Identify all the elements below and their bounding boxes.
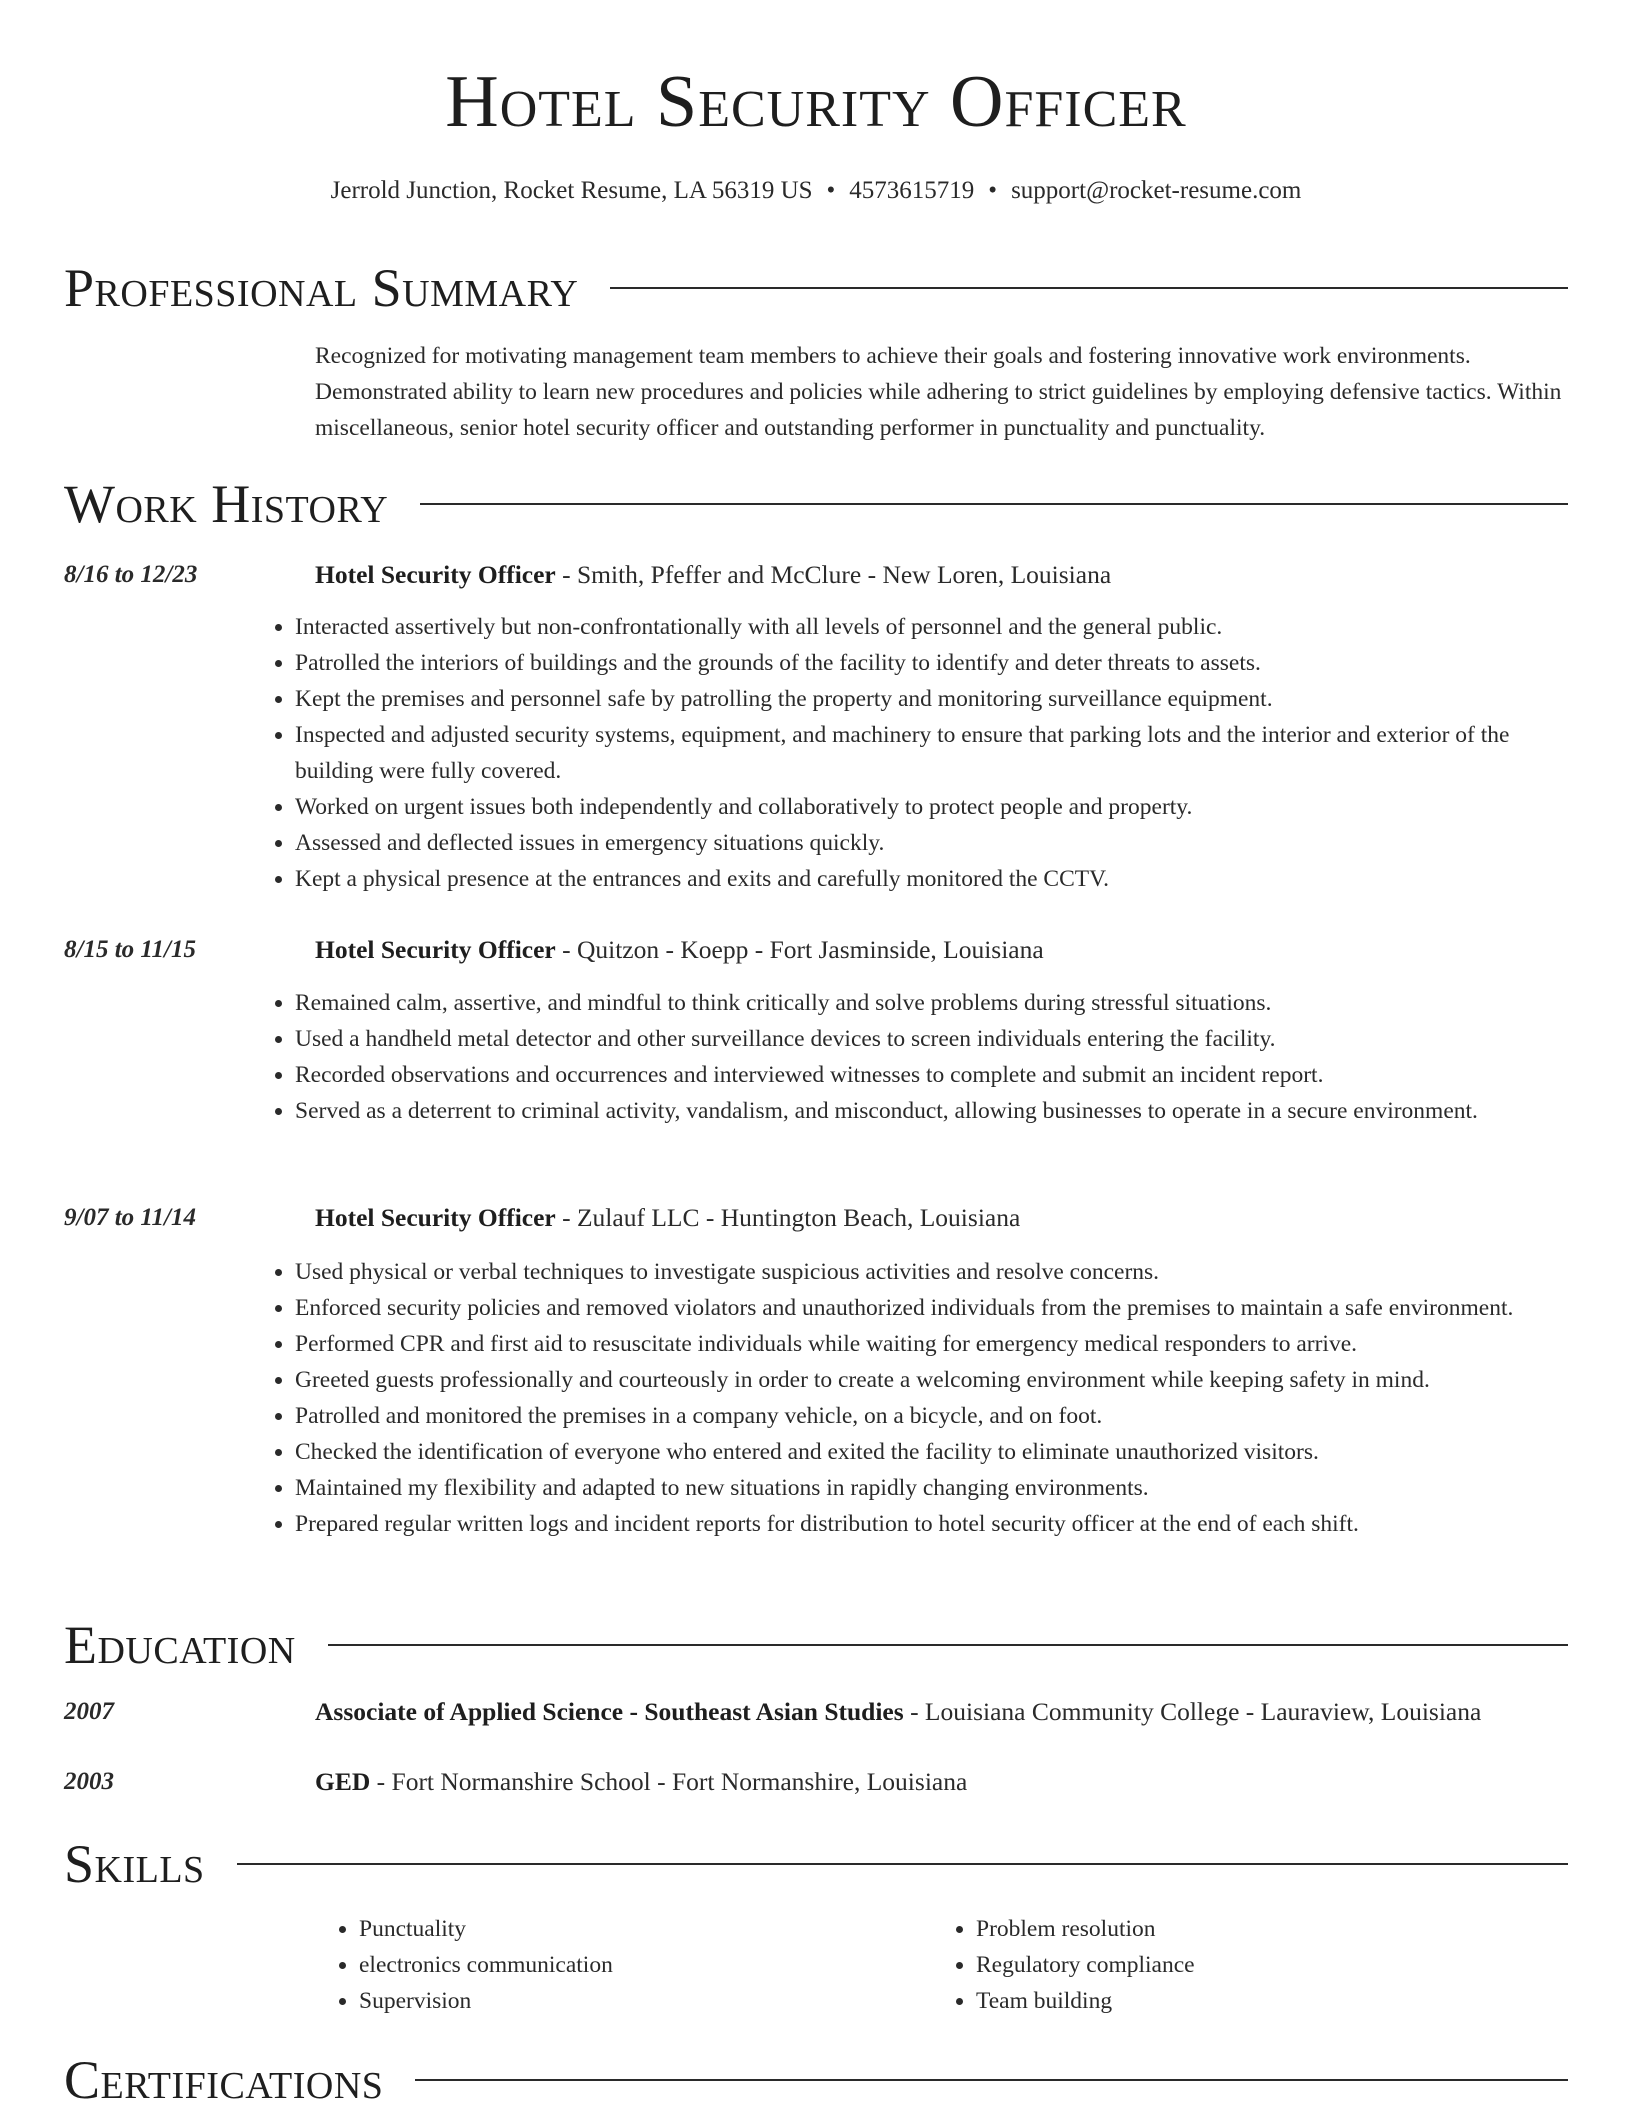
job-employer: - Zulauf LLC - Huntington Beach, Louisiana [555, 1203, 1021, 1232]
skill-item: • electronics communication [359, 1947, 919, 1983]
list-item: • Used a handheld metal detector and other surveillance devices to screen individuals entering the facility. [295, 1021, 1555, 1057]
skill-item: • Regulatory compliance [976, 1947, 1536, 1983]
section-title: Work History [64, 474, 389, 534]
job-heading [315, 557, 1111, 593]
list-item: • Enforced security policies and removed violators and unauthorized individuals from the premises to maintain a safe environment. [295, 1290, 1555, 1326]
skill-item: • Team building [976, 1983, 1536, 2019]
job-employer: - Quitzon - Koepp - Fort Jasminside, Louisiana [555, 935, 1044, 964]
job-title: Hotel Security Officer [315, 560, 556, 589]
list-item: • Patrolled and monitored the premises in a company vehicle, on a bicycle, and on foot. [295, 1398, 1555, 1434]
section-divider [237, 1863, 1568, 1865]
list-item: • Remained calm, assertive, and mindful to think critically and solve problems during stressful situations. [295, 985, 1555, 1021]
section-header-work-history [64, 472, 1568, 536]
phone: 4573615719 [849, 177, 975, 204]
section-divider [610, 287, 1568, 289]
section-title: Skills [64, 1834, 205, 1894]
skill-item: • Problem resolution [976, 1911, 1536, 1947]
list-item: • Interacted assertively but non-confrontationally with all levels of personnel and the general public. [295, 609, 1555, 645]
section-header-summary [64, 256, 1568, 320]
section-title: Education [64, 1615, 296, 1675]
section-divider [420, 503, 1568, 505]
summary-text: Recognized for motivating management team members to achieve their goals and fostering innovative work environments. Demonstrated ability to learn new procedures and policies while adhering to strict guidelines by employing defensive tactics. Within miscellaneous, senior hotel security officer and outstanding performer in punctuality and punctuality. [315, 343, 1562, 441]
education-heading [315, 1694, 1481, 1730]
education-date: 2007 [64, 1698, 114, 1725]
skill-item: • Supervision [359, 1983, 919, 2019]
list-item: • Maintained my flexibility and adapted to new situations in rapidly changing environments. [295, 1470, 1555, 1506]
job-date: 9/07 to 11/14 [64, 1204, 196, 1231]
list-item: • Prepared regular written logs and incident reports for distribution to hotel security officer at the end of each shift. [295, 1506, 1555, 1542]
list-item: • Inspected and adjusted security systems, equipment, and machinery to ensure that parking lots and the interior and exterior of the building were fully covered. [295, 717, 1555, 789]
education-school: - Louisiana Community College - Lauraview, Louisiana [903, 1697, 1482, 1726]
list-item: • Checked the identification of everyone who entered and exited the facility to eliminate unauthorized visitors. [295, 1434, 1555, 1470]
list-item: • Worked on urgent issues both independently and collaboratively to protect people and property. [295, 789, 1555, 825]
job-title: Hotel Security Officer [315, 1203, 556, 1232]
list-item: • Recorded observations and occurrences and interviewed witnesses to complete and submit an incident report. [295, 1057, 1555, 1093]
section-header-certifications [64, 2048, 1568, 2112]
education-heading [315, 1764, 967, 1800]
email-link[interactable]: support@rocket-resume.com [1011, 177, 1302, 204]
job-date: 8/16 to 12/23 [64, 561, 198, 588]
list-item: • Kept a physical presence at the entrances and exits and carefully monitored the CCTV. [295, 861, 1555, 897]
skill-item: • Punctuality [359, 1911, 919, 1947]
page-title: Hotel Security Officer [445, 61, 1187, 143]
job-bullets [251, 985, 1555, 1129]
education-school: - Fort Normanshire School - Fort Normanshire, Louisiana [370, 1767, 968, 1796]
job-heading [315, 1200, 1020, 1236]
separator-dot: • [826, 177, 836, 204]
section-title: Certifications [64, 2050, 384, 2110]
section-title: Professional Summary [64, 258, 579, 318]
job-title: Hotel Security Officer [315, 935, 556, 964]
list-item: • Assessed and deflected issues in emergency situations quickly. [295, 825, 1555, 861]
job-heading [315, 932, 1044, 968]
section-header-education [64, 1613, 1568, 1677]
section-divider [328, 1644, 1568, 1646]
section-divider [415, 2079, 1568, 2081]
education-date: 2003 [64, 1768, 114, 1795]
list-item: • Kept the premises and personnel safe by patrolling the property and monitoring surveillance equipment. [295, 681, 1555, 717]
job-date: 8/15 to 11/15 [64, 936, 196, 963]
list-item: • Served as a deterrent to criminal activity, vandalism, and misconduct, allowing businesses to operate in a secure environment. [295, 1093, 1555, 1129]
skills-list-left [315, 1911, 919, 2019]
section-header-skills [64, 1832, 1568, 1896]
education-degree: GED [315, 1767, 371, 1796]
separator-dot: • [988, 177, 998, 204]
list-item: • Used physical or verbal techniques to investigate suspicious activities and resolve concerns. [295, 1254, 1555, 1290]
list-item: • Greeted guests professionally and courteously in order to create a welcoming environment while keeping safety in mind. [295, 1362, 1555, 1398]
list-item: • Performed CPR and first aid to resuscitate individuals while waiting for emergency medical responders to arrive. [295, 1326, 1555, 1362]
job-bullets [251, 1254, 1555, 1542]
job-bullets [251, 609, 1555, 897]
skills-list-right [932, 1911, 1536, 2019]
job-employer: - Smith, Pfeffer and McClure - New Loren, Louisiana [555, 560, 1112, 589]
list-item: • Patrolled the interiors of buildings and the grounds of the facility to identify and deter threats to assets. [295, 645, 1555, 681]
address: Jerrold Junction, Rocket Resume, LA 56319 US [330, 177, 813, 204]
contact-line [0, 175, 1632, 207]
education-degree: Associate of Applied Science - Southeast Asian Studies [315, 1697, 904, 1726]
